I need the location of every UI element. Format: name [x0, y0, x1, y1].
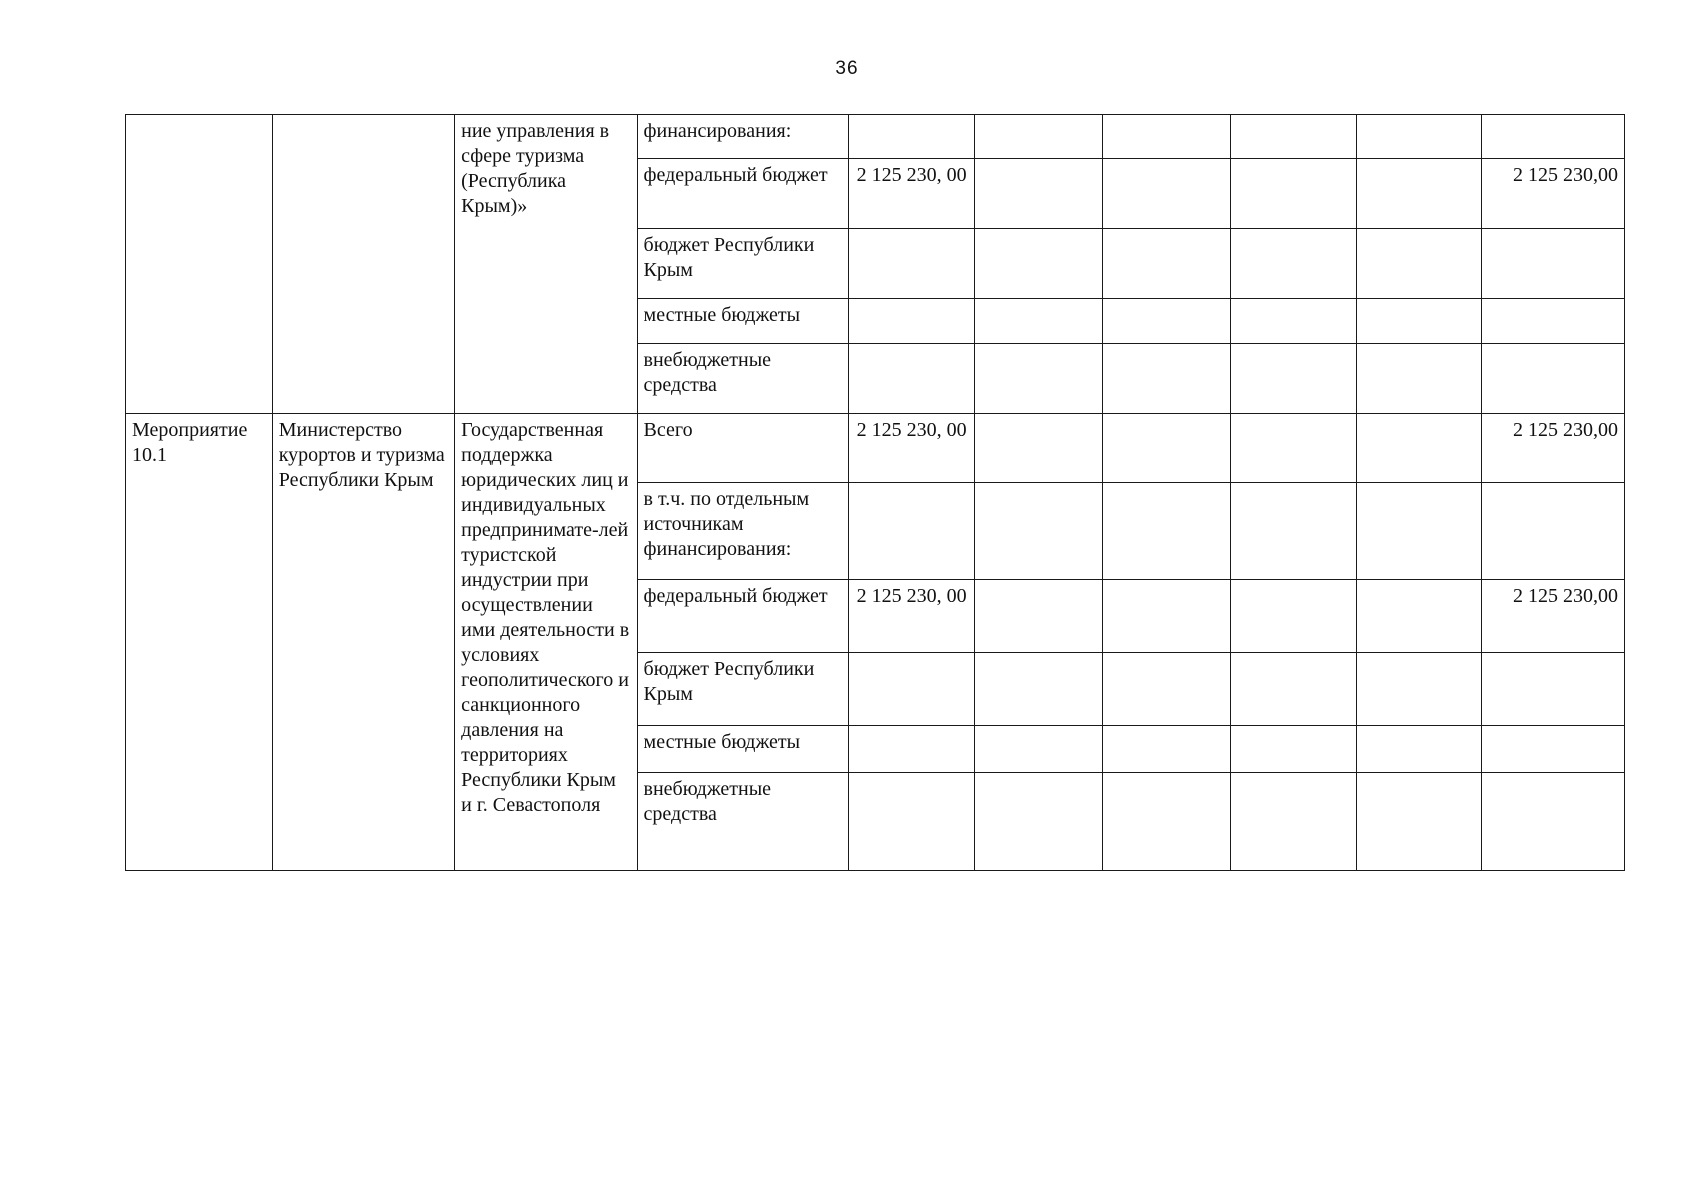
- value-cell: [975, 299, 1103, 344]
- value-cell: 2 125 230, 00: [849, 580, 975, 653]
- source-cell: федеральный бюджет: [637, 159, 849, 229]
- table-row: [126, 414, 1625, 483]
- value-cell: [1230, 344, 1356, 414]
- value-cell: [1356, 414, 1482, 483]
- value-cell: [1356, 229, 1482, 299]
- value-cell: [975, 344, 1103, 414]
- value-cell: [975, 229, 1103, 299]
- value-cell: [1102, 483, 1230, 580]
- value-cell: [849, 115, 975, 159]
- value-cell: [975, 414, 1103, 483]
- value-cell: [1102, 653, 1230, 726]
- source-cell: федеральный бюджет: [637, 580, 849, 653]
- value-cell: 2 125 230, 00: [849, 159, 975, 229]
- description-cell: Государственная поддержка юридических лиц и индивидуальных предпринимате-лей туристской индустрии при осуществлении ими деятельности в условиях геополитического и санкционного давления на территориях Республики Крым и г. Севастополя: [455, 414, 637, 871]
- source-cell: Всего: [637, 414, 849, 483]
- value-cell: [1482, 115, 1625, 159]
- value-cell: [1482, 299, 1625, 344]
- value-cell: [975, 653, 1103, 726]
- value-cell: [1102, 299, 1230, 344]
- value-cell: [1356, 653, 1482, 726]
- source-cell: бюджет Республики Крым: [637, 653, 849, 726]
- value-cell: [1482, 726, 1625, 773]
- financing-table: [125, 114, 1625, 871]
- source-cell: местные бюджеты: [637, 299, 849, 344]
- value-cell: [1102, 159, 1230, 229]
- value-cell: [849, 726, 975, 773]
- executor-cell: Министерство курортов и туризма Республики Крым: [272, 414, 454, 871]
- value-cell: 2 125 230,00: [1482, 159, 1625, 229]
- value-cell: [975, 726, 1103, 773]
- page-number: 36: [835, 58, 859, 79]
- value-cell: [975, 483, 1103, 580]
- value-cell: [1356, 159, 1482, 229]
- source-cell: финансирования:: [637, 115, 849, 159]
- value-cell: [1230, 414, 1356, 483]
- value-cell: [849, 229, 975, 299]
- value-cell: [849, 299, 975, 344]
- value-cell: [849, 483, 975, 580]
- value-cell: [1102, 344, 1230, 414]
- event-cell-empty: [126, 115, 273, 414]
- value-cell: [975, 773, 1103, 871]
- value-cell: [1356, 773, 1482, 871]
- value-cell: 2 125 230, 00: [849, 414, 975, 483]
- value-cell: [1482, 229, 1625, 299]
- event-cell: Мероприятие 10.1: [126, 414, 273, 871]
- value-cell: [1102, 580, 1230, 653]
- value-cell: [1230, 159, 1356, 229]
- value-cell: [1230, 299, 1356, 344]
- value-cell: [1230, 483, 1356, 580]
- executor-cell-empty: [272, 115, 454, 414]
- value-cell: [1356, 483, 1482, 580]
- value-cell: 2 125 230,00: [1482, 414, 1625, 483]
- value-cell: [1356, 344, 1482, 414]
- value-cell: [1482, 773, 1625, 871]
- value-cell: [849, 773, 975, 871]
- value-cell: [1230, 653, 1356, 726]
- table-row: [126, 115, 1625, 159]
- value-cell: [1356, 580, 1482, 653]
- value-cell: [1482, 483, 1625, 580]
- value-cell: [1482, 653, 1625, 726]
- value-cell: [1482, 344, 1625, 414]
- value-cell: [1230, 773, 1356, 871]
- value-cell: [975, 115, 1103, 159]
- description-cell: ние управления в сфере туризма (Республика Крым)»: [455, 115, 637, 414]
- source-cell: бюджет Республики Крым: [637, 229, 849, 299]
- value-cell: [1356, 115, 1482, 159]
- value-cell: [1230, 115, 1356, 159]
- source-cell: в т.ч. по отдельным источникам финансирования:: [637, 483, 849, 580]
- value-cell: [849, 344, 975, 414]
- value-cell: [849, 653, 975, 726]
- value-cell: [975, 580, 1103, 653]
- value-cell: [1230, 726, 1356, 773]
- source-cell: внебюджетные средства: [637, 344, 849, 414]
- value-cell: [1102, 229, 1230, 299]
- value-cell: [1102, 726, 1230, 773]
- value-cell: [975, 159, 1103, 229]
- value-cell: [1102, 414, 1230, 483]
- value-cell: [1102, 115, 1230, 159]
- value-cell: [1102, 773, 1230, 871]
- source-cell: местные бюджеты: [637, 726, 849, 773]
- value-cell: [1356, 726, 1482, 773]
- value-cell: [1230, 580, 1356, 653]
- value-cell: 2 125 230,00: [1482, 580, 1625, 653]
- value-cell: [1356, 299, 1482, 344]
- source-cell: внебюджетные средства: [637, 773, 849, 871]
- value-cell: [1230, 229, 1356, 299]
